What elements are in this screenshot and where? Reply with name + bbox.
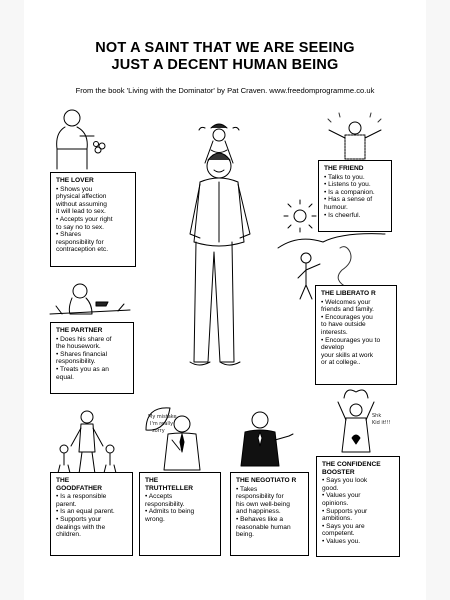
goodfather-item: • Is an equal parent. — [56, 508, 115, 516]
friend-item: • Is cheerful. — [324, 211, 361, 219]
friend-item: • Is a companion. — [324, 188, 375, 196]
partner-box — [50, 322, 134, 394]
friend-item: • Listens to you. — [324, 181, 371, 189]
negotiator-item: • Behaves like a reasonable human being. — [236, 515, 291, 539]
title-line-2: JUST A DECENT HUMAN BEING — [111, 57, 339, 73]
confidence-title: THE CONFIDENCE BOOSTER — [322, 461, 381, 476]
truthteller-bubble-line-3: sorry — [152, 428, 165, 434]
lover-title: THE LOVER — [56, 177, 94, 184]
liberator-box — [315, 285, 397, 385]
booster-bubble-line-2: Kid it!!! — [372, 420, 391, 426]
title-line-1: NOT A SAINT THAT WE ARE SEEING — [95, 40, 355, 56]
partner-illustration — [50, 284, 130, 314]
truthteller-box — [139, 472, 221, 556]
goodfather-illustration — [58, 411, 116, 474]
booster-illustration — [338, 390, 374, 452]
liberator-item: • Encourages you to have outside interests. — [321, 313, 373, 336]
source-line: From the book 'Living with the Dominator' by Pat Craven. www.freedomprogramme.co.uk — [75, 86, 375, 95]
friend-item: • Talks to you. — [324, 173, 365, 181]
truthteller-bubble-line-1: My mistake — [148, 414, 177, 420]
negotiator-title: THE NEGOTIATO R — [236, 477, 297, 484]
negotiator-box — [230, 472, 309, 556]
confidence-item: • Values you. — [322, 537, 361, 545]
goodfather-item: • Is a responsible parent. — [56, 493, 107, 508]
lover-item: • Shares responsibility for contraception etc. — [56, 231, 109, 254]
central-man-illustration — [190, 124, 250, 365]
friend-illustration — [328, 113, 381, 159]
truthteller-item: • Admits to being wrong. — [145, 508, 195, 523]
truthteller-title: THE TRUTHTELLER — [145, 477, 193, 492]
liberator-item: • Encourages you to develop your skills at work or at college.. — [321, 336, 381, 367]
booster-bubble-line-1: Shk — [372, 413, 382, 419]
confidence-item: • Says you are competent. — [322, 522, 365, 538]
friend-item: • Has a sense of humour. — [324, 196, 373, 211]
partner-item: • Does his share of the housework. — [56, 335, 112, 351]
goodfather-item: • Supports your dealings with the children. — [56, 515, 106, 539]
negotiator-illustration — [241, 412, 293, 466]
liberator-title: THE LIBERATO R — [321, 290, 376, 297]
lover-item: • Accepts your right to say no to sex. — [56, 215, 113, 231]
goodfather-title: THE GOODFATHER — [56, 477, 103, 492]
confidence-box — [316, 456, 400, 557]
confidence-item: • Values your opinions. — [322, 492, 361, 507]
truthteller-item: • Accepts responsibility. — [145, 493, 185, 508]
negotiator-item: • Takes responsibility for his own well-being and happiness. — [236, 485, 290, 516]
friend-title: THE FRIEND — [324, 165, 364, 172]
liberator-item: • Welcomes your friends and family. — [321, 298, 375, 314]
truthteller-bubble-line-2: I'm really — [150, 421, 174, 427]
confidence-item: • Supports your ambitions. — [322, 507, 368, 523]
partner-title: THE PARTNER — [56, 327, 103, 334]
confidence-item: • Says you look good. — [322, 477, 368, 492]
lover-illustration — [57, 110, 105, 169]
lover-item: • Shows you physical affection without assuming it will lead to sex. — [56, 185, 107, 216]
partner-item: • Treats you as an equal. — [56, 365, 109, 381]
partner-item: • Shares financial responsibility. — [56, 350, 108, 366]
goodfather-box — [50, 472, 133, 556]
lover-box — [50, 172, 136, 267]
friend-box — [318, 160, 392, 232]
